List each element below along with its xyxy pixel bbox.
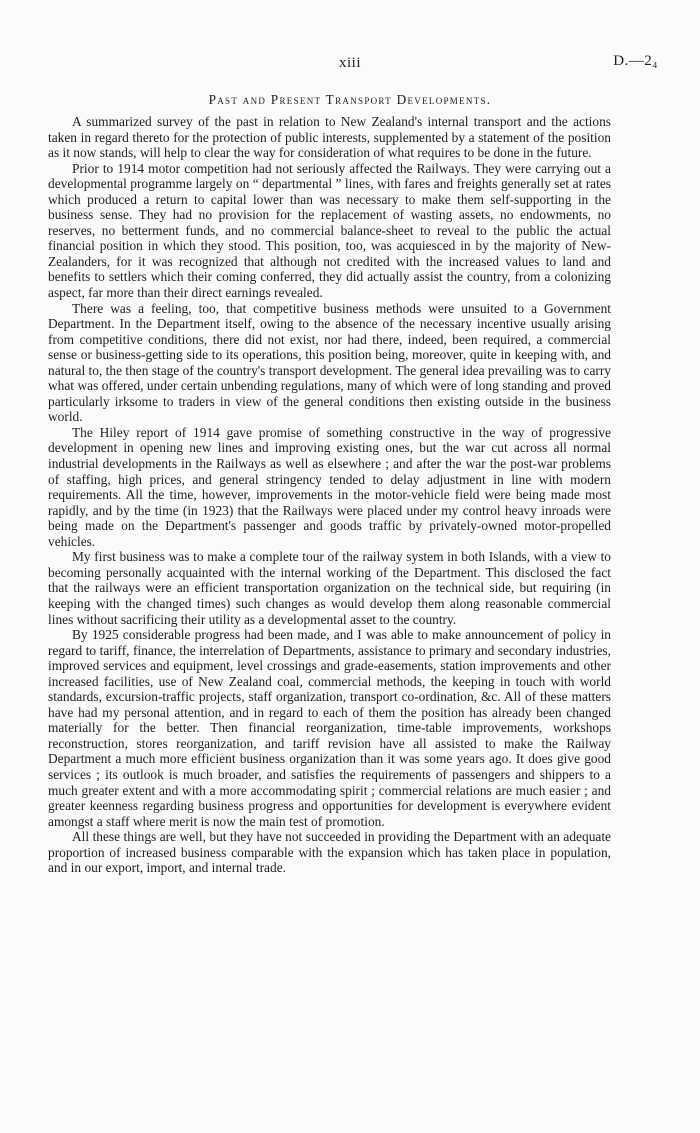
paragraph: A summarized survey of the past in relation to New Zealand's internal transport and the actions taken in regard thereto for the protection of public interests, supplemented by a statement of the position as it now stands, will help to clear the way for consideration of what requires to be done in the future.	[48, 114, 611, 161]
paragraph: By 1925 considerable progress had been made, and I was able to make announcement of policy in regard to tariff, finance, the interrelation of Departments, assistance to primary and secondary industries, improved services and equipment, level crossings and grade-easements, station improvements and other increased facilities, use of New Zealand coal, commercial methods, the keeping in touch with world standards, excursion-traffic projects, staff organization, transport co-ordination, &c. All of these matters have had my personal attention, and in regard to each of them the position has already been changed materially for the better. Then financial reorganization, time-table improvements, workshops reconstruction, stores reorganization, and tariff revision have all assisted to make the Railway Department a much more efficient business organization than it was some years ago. It does give good services ; its outlook is much broader, and satisfies the requirements of passengers and shippers to a much greater extent and with a more accommodating spirit ; commercial relations are much easier ; and greater keenness regarding business progress and opportunities for development is everywhere evident amongst a staff where merit is now the main test of promotion.	[48, 627, 611, 829]
body-text	[48, 114, 611, 876]
paragraph: All these things are well, but they have not succeeded in providing the Department with an adequate proportion of increased business comparable with the expansion which has taken place in population, and in our export, import, and internal trade.	[48, 829, 611, 876]
paragraph: There was a feeling, too, that competitive business methods were unsuited to a Government Department. In the Department itself, owing to the absence of the necessary incentive usually arising from competitive conditions, there did not exist, nor had there, indeed, been required, a commercial sense or business-getting side to its operations, this position being, moreover, quite in keeping with, and natural to, the then stage of the country's transport development. The general idea prevailing was to carry what was offered, under certain unbending regulations, many of which were of long standing and proved particularly irksome to traders in view of the general conditions then existing outside in the business world.	[48, 300, 611, 425]
paragraph: Prior to 1914 motor competition had not seriously affected the Railways. They were carrying out a developmental programme largely on “ departmental ” lines, with fares and freights generally set at rates which produced a return to capital lower than was necessary to make them self-supporting in the business sense. They had no provision for the replacement of wasting assets, no endowments, no reserves, no betterment funds, and no commercial balance-sheet to reveal to the public the actual financial position in which they stood. This position, too, was acquiesced in by the majority of New-Zealanders, for it was recognized that although not credited with the increased values to land and benefits to settlers which their coming conferred, they did actually assist the country, from a colonizing aspect, far more than their direct earnings revealed.	[48, 160, 611, 301]
paragraph: My first business was to make a complete tour of the railway system in both Islands, with a view to becoming personally acquainted with the internal working of the Department. This disclosed the fact that the railways were an efficient transportation organization on the technical side, but requiring (in keeping with the changed times) such changes as would develop them along reasonable commercial lines without sacrificing their utility as a developmental asset to the country.	[48, 549, 611, 627]
page-number: xiii	[338, 55, 361, 71]
section-title: Past and Present Transport Developments.	[208, 92, 492, 107]
document-reference: D.—2₄	[613, 53, 658, 69]
paragraph: The Hiley report of 1914 gave promise of something constructive in the way of progressive development in opening new lines and improving existing ones, but the war cut across all normal industrial developments in the Railways as well as elsewhere ; and after the war the post-war problems of staffing, high prices, and general stringency tended to delay adjustment in line with modern requirements. All the time, however, improvements in the motor-vehicle field were being made most rapidly, and by the time (in 1923) that the Railways were placed under my control heavy inroads were being made on the Department's passenger and goods traffic by privately-owned motor-propelled vehicles.	[48, 424, 611, 549]
